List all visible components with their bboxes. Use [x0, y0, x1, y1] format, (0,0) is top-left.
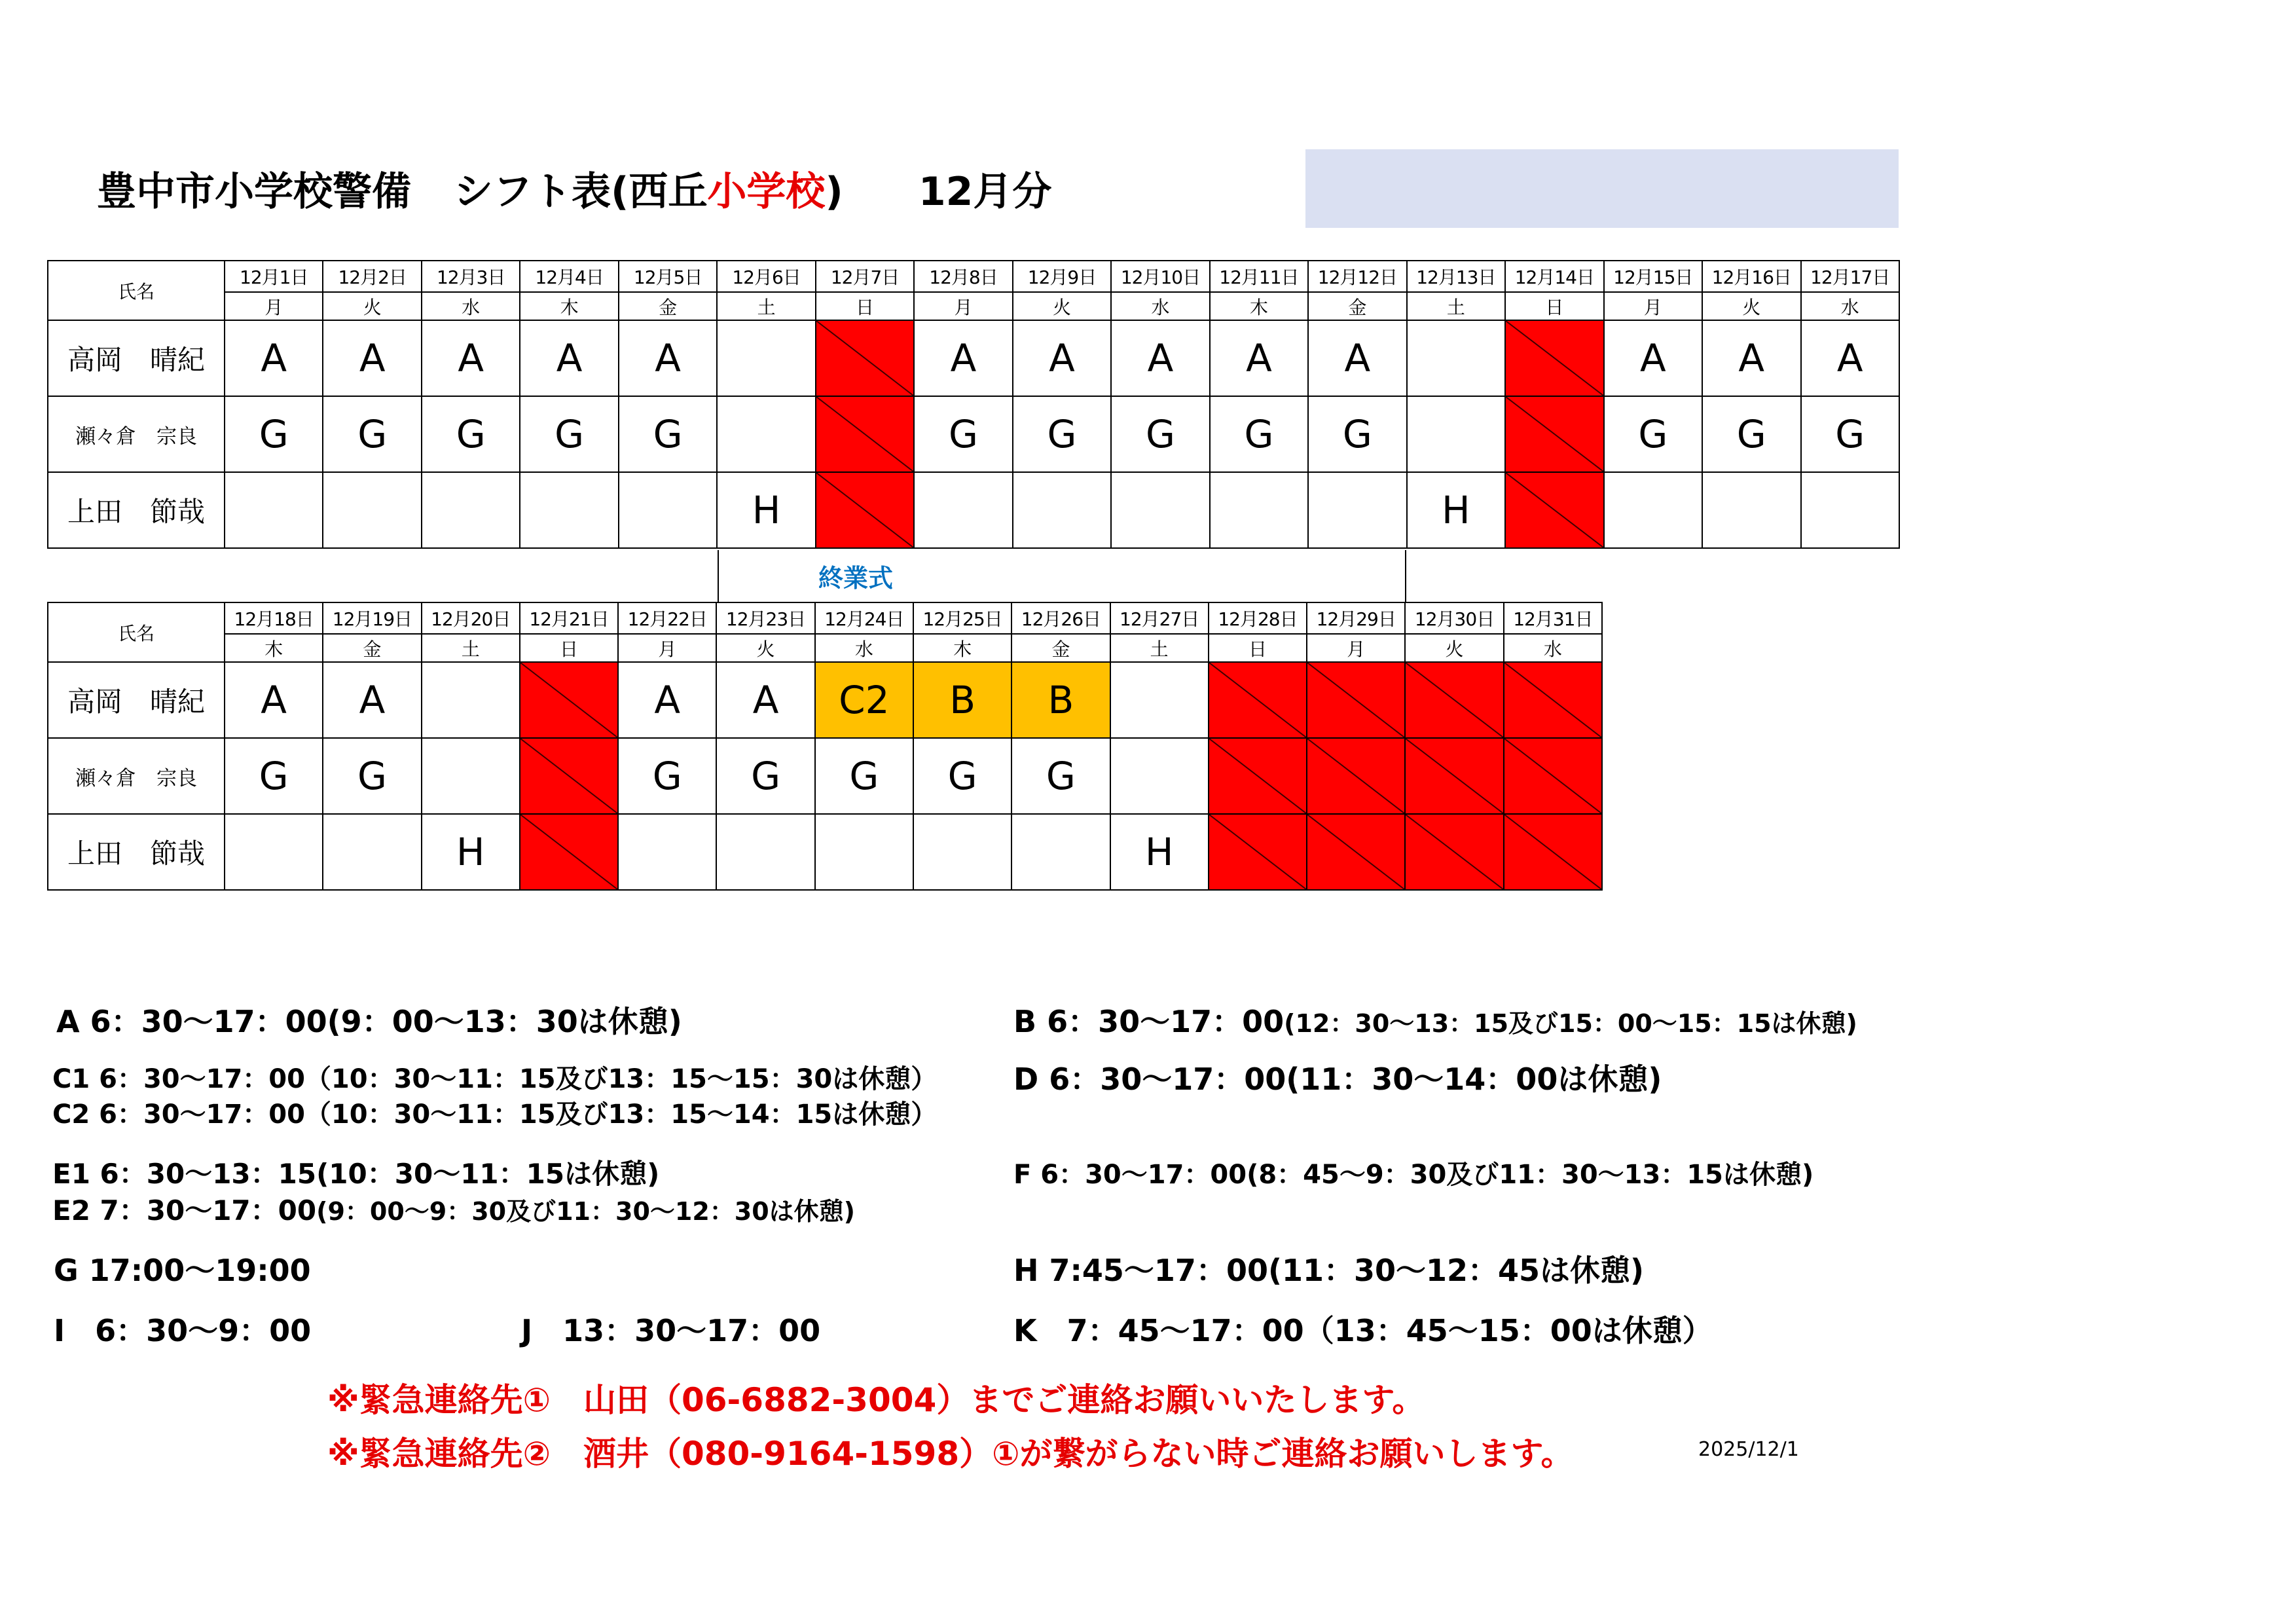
title-close: )	[825, 169, 843, 215]
shift-cell	[1407, 320, 1505, 396]
legend-b-sub: (12：30～13：15及び15：00～15：15は休憩)	[1284, 1009, 1857, 1038]
date-header: 12月18日	[225, 602, 323, 634]
date-header: 12月26日	[1011, 602, 1110, 634]
off-day-cell	[1209, 814, 1307, 890]
date-header: 12月8日	[914, 261, 1012, 292]
date-header: 12月10日	[1111, 261, 1209, 292]
off-day-cell	[1504, 814, 1602, 890]
shift-cell: H	[717, 472, 815, 548]
shift-cell: G	[225, 396, 323, 472]
date-header: 12月3日	[422, 261, 520, 292]
legend-b	[1013, 998, 1857, 1041]
shift-cell	[225, 472, 323, 548]
date-header: 12月22日	[618, 602, 716, 634]
shift-cell	[1110, 662, 1209, 738]
legend-e1: E1 6：30～13：15(10：30～11：15は休憩)	[52, 1158, 660, 1190]
off-day-cell	[1209, 738, 1307, 814]
date-header: 12月24日	[815, 602, 913, 634]
weekday-header: 金	[1011, 634, 1110, 662]
shift-cell: B	[913, 662, 1011, 738]
date-header: 12月14日	[1505, 261, 1603, 292]
shift-cell	[618, 814, 716, 890]
shift-cell	[422, 738, 520, 814]
shift-cell: A	[323, 662, 421, 738]
emergency-contact-1: ※緊急連絡先① 山田（06-6882-3004）までご連絡お願いいたします。	[327, 1381, 1425, 1419]
name-column-header: 氏名	[48, 602, 225, 662]
shift-cell: G	[1013, 396, 1111, 472]
legend-a: A 6：30～17：00(9：00～13：30は休憩)	[56, 1004, 682, 1039]
date-header: 12月13日	[1407, 261, 1505, 292]
shift-cell	[717, 396, 815, 472]
date-header: 12月17日	[1801, 261, 1900, 292]
staff-name: 瀬々倉 宗良	[48, 738, 225, 814]
shift-cell	[520, 472, 618, 548]
shift-cell: A	[618, 662, 716, 738]
weekday-header: 土	[1110, 634, 1209, 662]
date-header: 12月9日	[1013, 261, 1111, 292]
shift-cell: A	[716, 662, 814, 738]
shift-cell: G	[323, 738, 421, 814]
title-school-red: 小学校	[707, 169, 826, 215]
shift-cell: G	[716, 738, 814, 814]
shift-cell: G	[323, 396, 421, 472]
shift-cell	[1702, 472, 1800, 548]
legend-h: H 7:45～17：00(11：30～12：45は休憩)	[1013, 1253, 1645, 1288]
date-header: 12月20日	[422, 602, 520, 634]
date-header: 12月29日	[1307, 602, 1405, 634]
off-day-cell	[1505, 396, 1603, 472]
shift-cell	[1801, 472, 1900, 548]
legend-b-main: B 6：30～17：00	[1013, 1004, 1285, 1039]
shift-cell: G	[1210, 396, 1308, 472]
off-day-cell	[816, 472, 914, 548]
legend-k: K 7：45～17：00（13：45～15：00は休憩）	[1013, 1313, 1713, 1348]
weekday-header: 火	[716, 634, 814, 662]
weekday-header: 土	[717, 292, 815, 320]
weekday-header: 日	[520, 634, 618, 662]
legend-c1: C1 6：30～17：00（10：30～11：15及び13：15～15：30は休憩）	[52, 1064, 938, 1094]
legend-d: D 6：30～17：00(11：30～14：00は休憩)	[1013, 1061, 1662, 1097]
shift-cell: G	[1111, 396, 1209, 472]
date-header: 12月7日	[816, 261, 914, 292]
shift-cell: G	[520, 396, 618, 472]
staff-name: 上田 節哉	[48, 472, 225, 548]
shift-cell	[323, 472, 421, 548]
weekday-header: 金	[1308, 292, 1406, 320]
shift-cell: G	[1702, 396, 1800, 472]
shift-cell: A	[914, 320, 1012, 396]
shift-cell: G	[1604, 396, 1702, 472]
weekday-header: 日	[816, 292, 914, 320]
weekday-header: 金	[619, 292, 717, 320]
shift-cell: G	[225, 738, 323, 814]
connector-line-right	[1405, 550, 1406, 602]
shift-cell: A	[1111, 320, 1209, 396]
weekday-header: 月	[1307, 634, 1405, 662]
off-day-cell	[1405, 662, 1503, 738]
weekday-header: 火	[1013, 292, 1111, 320]
off-day-cell	[520, 738, 618, 814]
shift-cell: G	[1308, 396, 1406, 472]
legend-f: F 6：30～17：00(8：45～9：30及び11：30～13：15は休憩)	[1013, 1160, 1814, 1190]
shift-cell	[1011, 814, 1110, 890]
shift-cell	[1110, 738, 1209, 814]
weekday-header: 水	[422, 292, 520, 320]
shift-table-first-half	[47, 260, 1900, 549]
shift-cell: A	[520, 320, 618, 396]
off-day-cell	[1405, 738, 1503, 814]
date-header: 12月31日	[1504, 602, 1602, 634]
shift-cell: A	[1210, 320, 1308, 396]
staff-name: 高岡 晴紀	[48, 320, 225, 396]
shift-cell: H	[1110, 814, 1209, 890]
shift-cell	[717, 320, 815, 396]
shift-cell	[913, 814, 1011, 890]
title-month: 12月分	[918, 169, 1052, 215]
weekday-header: 土	[1407, 292, 1505, 320]
off-day-cell	[1504, 738, 1602, 814]
off-day-cell	[1505, 320, 1603, 396]
weekday-header: 土	[422, 634, 520, 662]
connector-line-left	[718, 550, 719, 602]
weekday-header: 木	[225, 634, 323, 662]
date-header: 12月25日	[913, 602, 1011, 634]
off-day-cell	[1504, 662, 1602, 738]
off-day-cell	[1405, 814, 1503, 890]
off-day-cell	[520, 814, 618, 890]
staff-name: 高岡 晴紀	[48, 662, 225, 738]
off-day-cell	[816, 396, 914, 472]
legend-c2: C2 6：30～17：00（10：30～11：15及び13：15～14：15は休憩）	[52, 1099, 938, 1130]
shift-cell: G	[619, 396, 717, 472]
off-day-cell	[816, 320, 914, 396]
shift-cell: B	[1011, 662, 1110, 738]
date-header: 12月21日	[520, 602, 618, 634]
date-header: 12月6日	[717, 261, 815, 292]
staff-row	[48, 738, 1602, 814]
staff-row	[48, 320, 1899, 396]
date-header: 12月2日	[323, 261, 421, 292]
shift-cell	[225, 814, 323, 890]
weekday-header: 月	[1604, 292, 1702, 320]
shift-cell: A	[323, 320, 421, 396]
date-header: 12月23日	[716, 602, 814, 634]
shift-cell: A	[225, 662, 323, 738]
name-column-header: 氏名	[48, 261, 225, 320]
weekday-header: 月	[225, 292, 323, 320]
shift-cell	[619, 472, 717, 548]
off-day-cell	[520, 662, 618, 738]
staff-row	[48, 814, 1602, 890]
shift-cell: H	[1407, 472, 1505, 548]
shift-cell	[1407, 396, 1505, 472]
title-shift: シフト表(西丘	[454, 169, 708, 215]
off-day-cell	[1209, 662, 1307, 738]
weekday-header: 火	[1702, 292, 1800, 320]
date-header: 12月12日	[1308, 261, 1406, 292]
weekday-header: 日	[1505, 292, 1603, 320]
issued-date: 2025/12/1	[1698, 1438, 1799, 1461]
date-header: 12月11日	[1210, 261, 1308, 292]
weekday-header: 月	[618, 634, 716, 662]
weekday-header: 水	[1504, 634, 1602, 662]
legend-e2	[52, 1189, 855, 1228]
date-header: 12月27日	[1110, 602, 1209, 634]
weekday-header: 木	[520, 292, 618, 320]
emergency-contact-2: ※緊急連絡先② 酒井（080-9164-1598）①が繋がらない時ご連絡お願いします。	[327, 1435, 1574, 1473]
weekday-header: 月	[914, 292, 1012, 320]
staff-name: 瀬々倉 宗良	[48, 396, 225, 472]
weekday-header: 火	[323, 292, 421, 320]
shift-cell	[422, 662, 520, 738]
weekday-header: 水	[815, 634, 913, 662]
shift-cell: G	[914, 396, 1012, 472]
title-main: 豊中市小学校警備	[97, 169, 411, 215]
date-header: 12月28日	[1209, 602, 1307, 634]
legend-g: G 17:00～19:00	[54, 1253, 311, 1288]
shift-cell: A	[1801, 320, 1900, 396]
date-header: 12月5日	[619, 261, 717, 292]
shift-cell	[914, 472, 1012, 548]
date-header: 12月30日	[1405, 602, 1503, 634]
shift-cell: H	[422, 814, 520, 890]
date-header: 12月4日	[520, 261, 618, 292]
date-header: 12月19日	[323, 602, 421, 634]
shift-cell	[716, 814, 814, 890]
shift-cell: G	[815, 738, 913, 814]
legend-e2-main: E2 7：30～17：00	[52, 1194, 317, 1227]
weekday-header: 日	[1209, 634, 1307, 662]
date-header: 12月15日	[1604, 261, 1702, 292]
shift-cell	[422, 472, 520, 548]
off-day-cell	[1307, 814, 1405, 890]
off-day-cell	[1307, 662, 1405, 738]
page-title	[97, 160, 1051, 217]
shift-cell: A	[1702, 320, 1800, 396]
closing-ceremony-label: 終業式	[818, 564, 894, 593]
staff-row	[48, 396, 1899, 472]
date-header: 12月16日	[1702, 261, 1800, 292]
shift-cell: C2	[815, 662, 913, 738]
shift-table-second-half	[47, 602, 1603, 891]
legend-j: J 13：30～17：00	[521, 1313, 821, 1348]
shift-cell	[1111, 472, 1209, 548]
shift-cell	[323, 814, 421, 890]
weekday-header: 水	[1801, 292, 1900, 320]
shift-cell: G	[1011, 738, 1110, 814]
date-header: 12月1日	[225, 261, 323, 292]
staff-row	[48, 662, 1602, 738]
legend-i: I 6：30～9：00	[54, 1313, 312, 1348]
shift-cell: A	[1013, 320, 1111, 396]
shift-cell: A	[619, 320, 717, 396]
legend-e2-sub: (9：00～9：30及び11：30～12：30は休憩)	[316, 1197, 856, 1226]
weekday-header: 水	[1111, 292, 1209, 320]
shift-cell: G	[618, 738, 716, 814]
off-day-cell	[1307, 738, 1405, 814]
shift-cell	[1210, 472, 1308, 548]
shift-cell: A	[422, 320, 520, 396]
shift-cell: A	[1604, 320, 1702, 396]
shift-cell: G	[1801, 396, 1900, 472]
weekday-header: 火	[1405, 634, 1503, 662]
staff-row	[48, 472, 1899, 548]
weekday-header: 木	[913, 634, 1011, 662]
shift-cell	[815, 814, 913, 890]
shift-cell	[1013, 472, 1111, 548]
shift-cell	[1308, 472, 1406, 548]
weekday-header: 木	[1210, 292, 1308, 320]
staff-name: 上田 節哉	[48, 814, 225, 890]
title-side-box	[1305, 149, 1899, 228]
shift-cell: A	[1308, 320, 1406, 396]
shift-cell	[1604, 472, 1702, 548]
weekday-header: 金	[323, 634, 421, 662]
shift-cell: G	[913, 738, 1011, 814]
shift-cell: A	[225, 320, 323, 396]
shift-cell: G	[422, 396, 520, 472]
off-day-cell	[1505, 472, 1603, 548]
